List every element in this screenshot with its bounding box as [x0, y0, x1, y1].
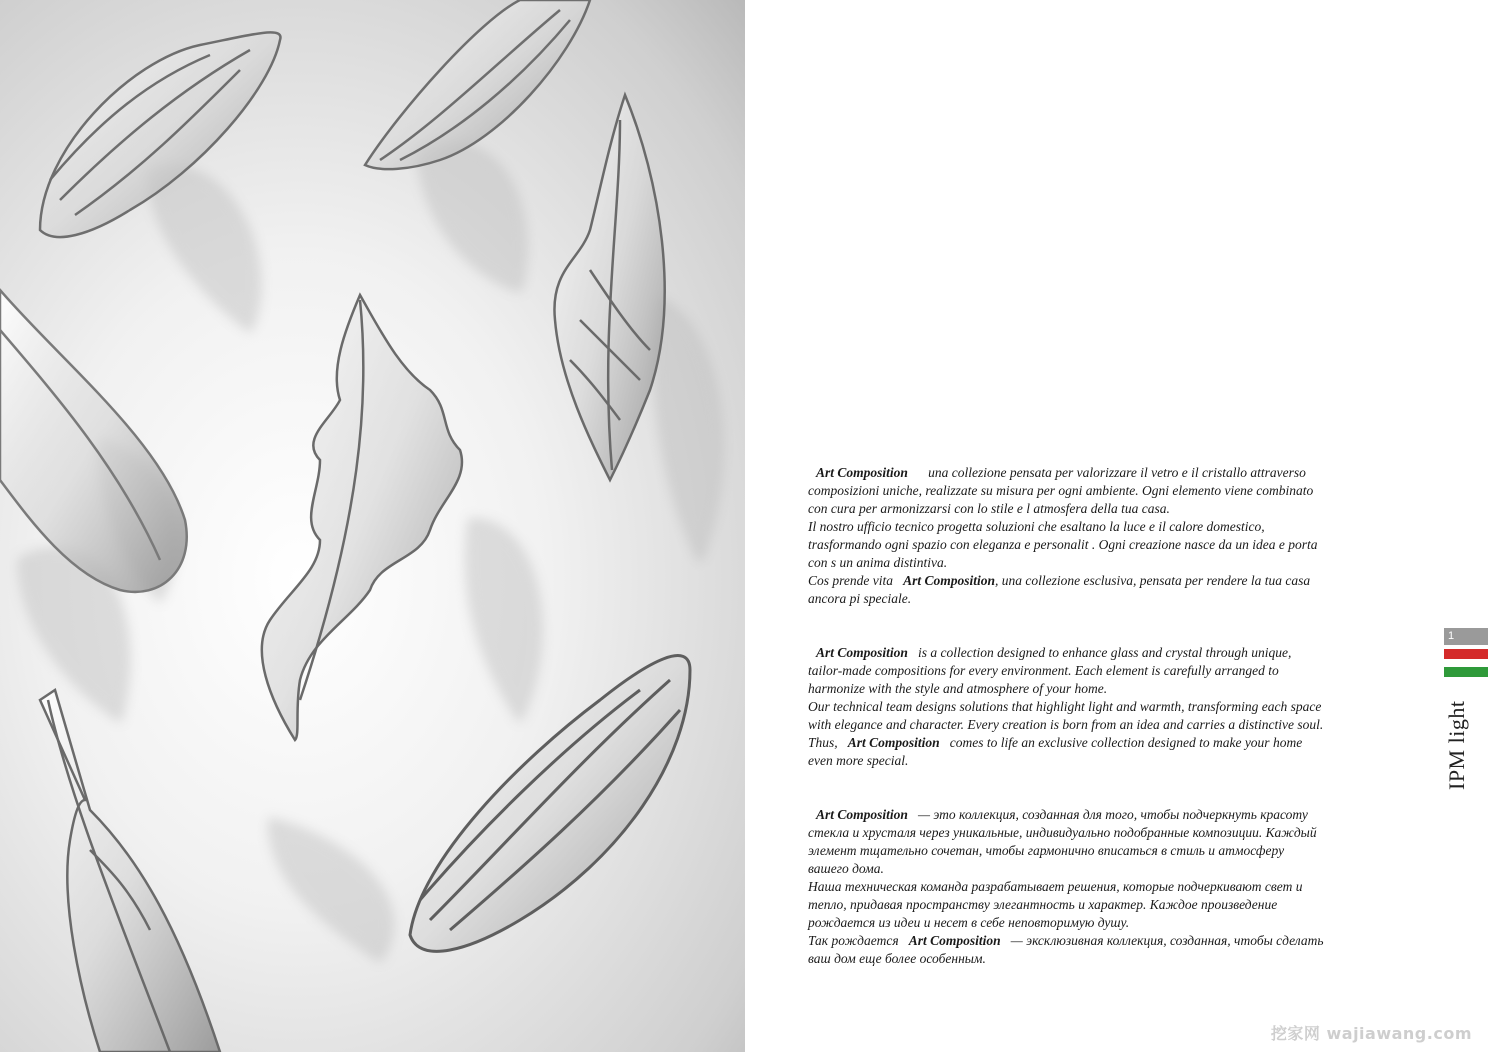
russian-block	[808, 806, 1328, 968]
italian-block	[808, 464, 1328, 608]
english-collection-name-2: Art Composition	[847, 735, 940, 750]
watermark: 挖家网 wajiawang.com	[1270, 1024, 1472, 1043]
english-block	[808, 644, 1328, 770]
brand-logo-text: IPM light	[1444, 700, 1469, 790]
russian-paragraph-3	[808, 932, 1328, 968]
italian-paragraph-3-pre: Cos prende vita	[808, 573, 893, 588]
text-column	[808, 464, 1328, 1004]
page-number: 1	[1444, 628, 1488, 645]
english-paragraph-1-text: is a collection designed to enhance glass and crystal through unique, tailor-made compositions for every environment. Each element is carefully arranged to harmonize with the style and atmosphere of your home.	[808, 645, 1292, 696]
russian-paragraph-3-pre: Так рождается	[808, 933, 899, 948]
russian-paragraph-1-text: — это коллекция, созданная для того, чтобы подчеркнуть красоту стекла и хрусталя через уникальные, индивидуально подобранные композиции. Каждый элемент тщательно сочетан, чтобы гармонично вписаться в стиль и атмосферу вашего дома.	[808, 807, 1317, 876]
italian-paragraph-2: Il nostro ufficio tecnico progetta soluzioni che esaltano la luce e il calore domestico, trasformando ogni spazio con eleganza e personalit . Ogni creazione nasce da un idea e porta con s un anima distintiva.	[808, 519, 1318, 570]
russian-paragraph-1	[808, 806, 1328, 878]
russian-paragraph-2: Наша техническая команда разрабатывает решения, которые подчеркивают свет и тепло, придавая пространству элегантность и характер. Каждое произведение рождается из идеи и несет в себе неповторимую душу.	[808, 879, 1303, 930]
russian-collection-name-2: Art Composition	[908, 933, 1001, 948]
english-paragraph-3-text: comes to life an exclusive collection designed to make your home even more special.	[808, 735, 1303, 768]
flag-stripe-red	[1444, 649, 1488, 659]
italian-paragraph-3-text: , una collezione esclusiva, pensata per rendere la tua casa ancora pi speciale.	[808, 573, 1311, 606]
flag-stripe-white	[1444, 659, 1488, 667]
italian-collection-name: Art Composition	[816, 465, 908, 480]
italian-paragraph-1	[808, 464, 1328, 518]
english-paragraph-3-pre: Thus,	[808, 735, 838, 750]
italian-paragraph-3	[808, 572, 1328, 608]
russian-paragraph-3-text: — эксклюзивная коллекция, созданная, чтобы сделать ваш дом еще более особенным.	[808, 933, 1324, 966]
english-paragraph-2: Our technical team designs solutions that highlight light and warmth, transforming each space with elegance and character. Every creation is born from an idea and carries a distinctive soul.	[808, 699, 1324, 732]
brand-tab	[1444, 628, 1488, 677]
english-paragraph-3	[808, 734, 1328, 770]
english-paragraph-1	[808, 644, 1328, 698]
english-collection-name: Art Composition	[816, 645, 908, 660]
russian-collection-name: Art Composition	[816, 807, 908, 822]
italian-collection-name-2: Art Composition	[903, 573, 996, 588]
flag-stripe-green	[1444, 667, 1488, 677]
italian-paragraph-1-text: una collezione pensata per valorizzare il vetro e il cristallo attraverso composizioni uniche, realizzate su misura per ogni ambiente. Ogni elemento viene combinato con cura per armonizzarsi con lo stile e l atmosfera della tua casa.	[808, 465, 1314, 516]
